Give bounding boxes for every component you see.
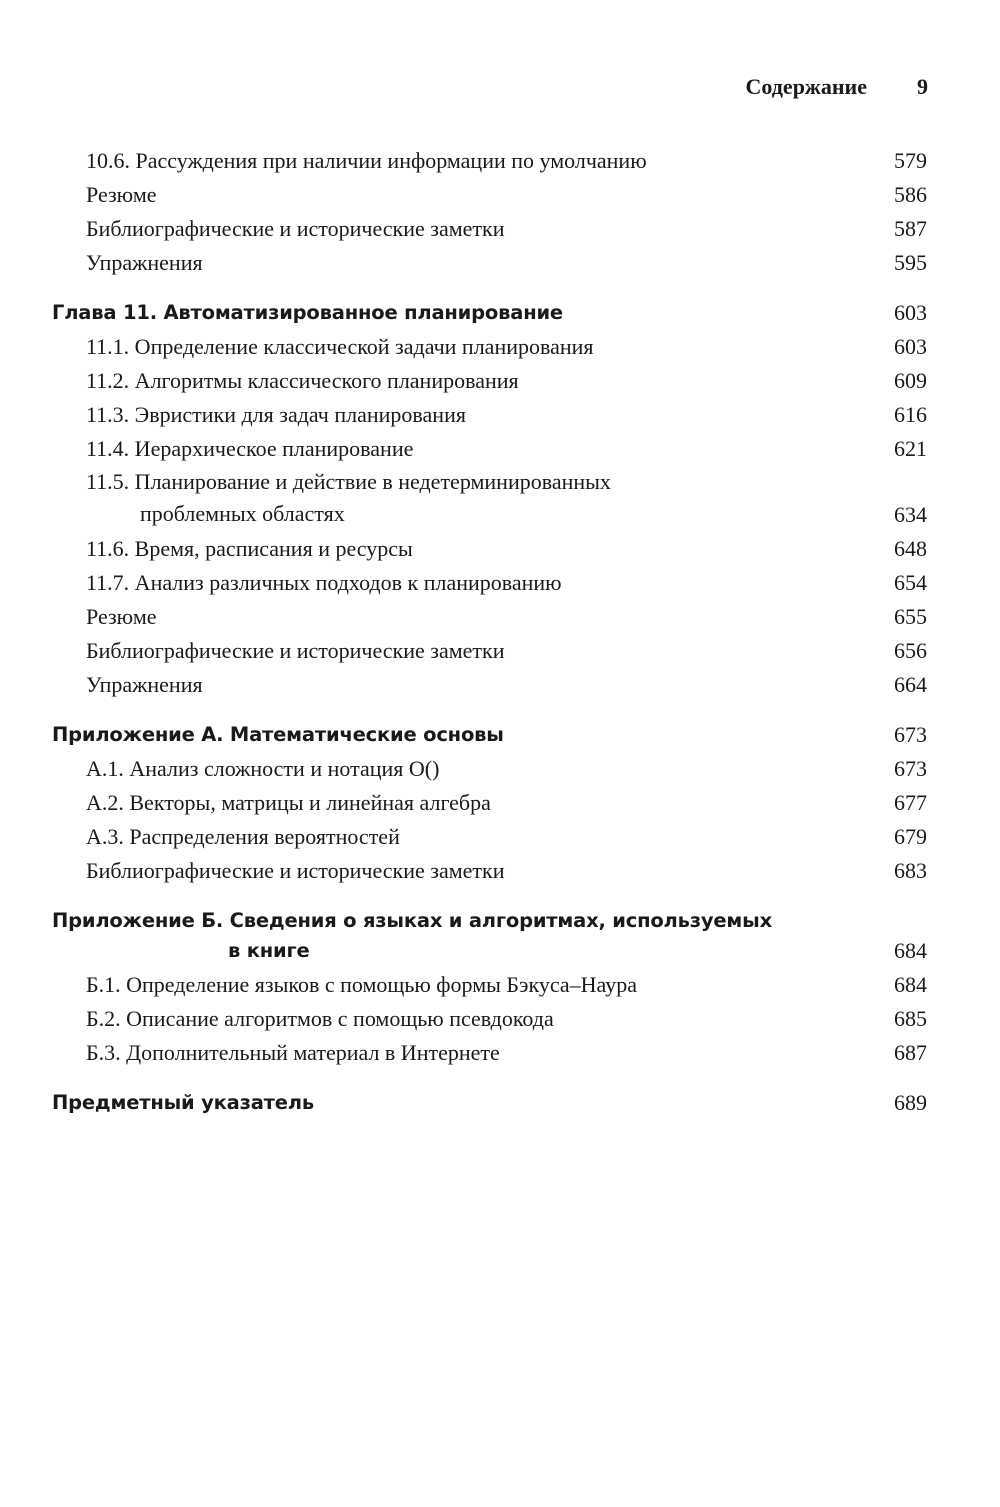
toc-entry-title: 11.4. Иерархическое планирование: [86, 436, 414, 461]
toc-entry: [0, 178, 1000, 212]
toc-entry-page: 685: [894, 1006, 927, 1031]
toc-entry: [0, 752, 1000, 786]
toc-entry-title: 11.6. Время, расписания и ресурсы: [86, 536, 413, 561]
toc-entry: [0, 466, 1000, 532]
toc-entry-page: 684: [894, 972, 927, 997]
toc-entry-title: А.2. Векторы, матрицы и линейная алгебра: [86, 790, 491, 815]
toc-chapter-title-line2: в книге: [228, 939, 310, 962]
toc-entry: [0, 212, 1000, 246]
toc-entry-title: 10.6. Рассуждения при наличии информации по умолчанию: [86, 148, 647, 173]
toc-entry-page: 648: [894, 536, 927, 561]
toc-entry-page: 616: [894, 402, 927, 427]
toc-entry-page: 687: [894, 1040, 927, 1065]
toc-entry-title: 11.3. Эвристики для задач планирования: [86, 402, 466, 427]
toc-entry: [0, 364, 1000, 398]
toc-entry: [0, 820, 1000, 854]
toc-chapter-page: 684: [894, 938, 927, 963]
toc-entry-title: 11.1. Определение классической задачи планирования: [86, 334, 594, 359]
toc-entry-title: Библиографические и исторические заметки: [86, 216, 505, 241]
toc-entry-title: Резюме: [86, 182, 157, 207]
toc-chapter-title: Предметный указатель: [52, 1091, 315, 1114]
toc-entry-title: 11.2. Алгоритмы классического планирования: [86, 368, 519, 393]
toc-entry-title: Резюме: [86, 604, 157, 629]
toc-entry-title: [86, 466, 611, 530]
toc-entry-page: 609: [894, 368, 927, 393]
toc-entry: [0, 600, 1000, 634]
toc-entry-title: Б.2. Описание алгоритмов с помощью псевдокода: [86, 1006, 554, 1031]
toc-entry-title-line1: 11.5. Планирование и действие в недетерминированных: [86, 469, 611, 494]
running-head-title: Содержание: [745, 74, 867, 99]
toc-entry-page: 679: [894, 824, 927, 849]
toc-entry: [0, 246, 1000, 280]
toc-entry-title: Б.3. Дополнительный материал в Интернете: [86, 1040, 500, 1065]
toc-entry-page: 634: [894, 502, 927, 527]
toc-chapter-title: Приложение А. Математические основы: [52, 723, 504, 746]
toc-entry-title: Библиографические и исторические заметки: [86, 858, 505, 883]
toc-entry: [0, 968, 1000, 1002]
toc-chapter-page: 603: [894, 300, 927, 325]
toc-entry-title: А.3. Распределения вероятностей: [86, 824, 400, 849]
toc-entry-title: Б.1. Определение языков с помощью формы Бэкуса–Наура: [86, 972, 637, 997]
toc-entry: [0, 532, 1000, 566]
toc-entry-page: 621: [894, 436, 927, 461]
toc-entry-page: 586: [894, 182, 927, 207]
toc-entry: [0, 398, 1000, 432]
toc-chapter-title-line1: Приложение Б. Сведения о языках и алгоритмах, используемых: [52, 909, 772, 932]
toc-chapter-heading: [0, 718, 1000, 752]
toc-entry-title: 11.7. Анализ различных подходов к планированию: [86, 570, 562, 595]
toc-chapter-heading: [0, 296, 1000, 330]
toc-entry: [0, 634, 1000, 668]
toc-entry-page: 579: [894, 148, 927, 173]
toc-entry: [0, 854, 1000, 888]
toc-chapter-page: 673: [894, 722, 927, 747]
toc-entry-title: Упражнения: [86, 250, 203, 275]
toc-entry-page: 677: [894, 790, 927, 815]
toc-entry-page: 656: [894, 638, 927, 663]
toc-entry: [0, 1002, 1000, 1036]
toc-chapter-page: 689: [894, 1090, 927, 1115]
toc-entry-page: 654: [894, 570, 927, 595]
toc-entry-page: 664: [894, 672, 927, 697]
toc-entry-page: 603: [894, 334, 927, 359]
toc-entry-page: 587: [894, 216, 927, 241]
toc-entry: [0, 566, 1000, 600]
toc-entry: [0, 668, 1000, 702]
toc-entry: [0, 144, 1000, 178]
toc-chapter-title: Глава 11. Автоматизированное планирование: [52, 301, 563, 324]
toc-entry-page: 683: [894, 858, 927, 883]
toc-entry-title: А.1. Анализ сложности и нотация O(): [86, 756, 440, 781]
running-head: [600, 72, 928, 102]
toc-entry: [0, 1036, 1000, 1070]
toc-chapter-heading: [0, 1086, 1000, 1120]
toc-entry-title: Упражнения: [86, 672, 203, 697]
table-of-contents: [0, 144, 1000, 1120]
toc-entry: [0, 432, 1000, 466]
toc-entry-page: 595: [894, 250, 927, 275]
toc-chapter-heading: [0, 904, 1000, 968]
toc-entry-title-line2: проблемных областях: [140, 501, 345, 526]
toc-entry-page: 673: [894, 756, 927, 781]
page-number: 9: [917, 74, 928, 99]
toc-entry: [0, 786, 1000, 820]
toc-entry-page: 655: [894, 604, 927, 629]
toc-entry-title: Библиографические и исторические заметки: [86, 638, 505, 663]
toc-entry: [0, 330, 1000, 364]
